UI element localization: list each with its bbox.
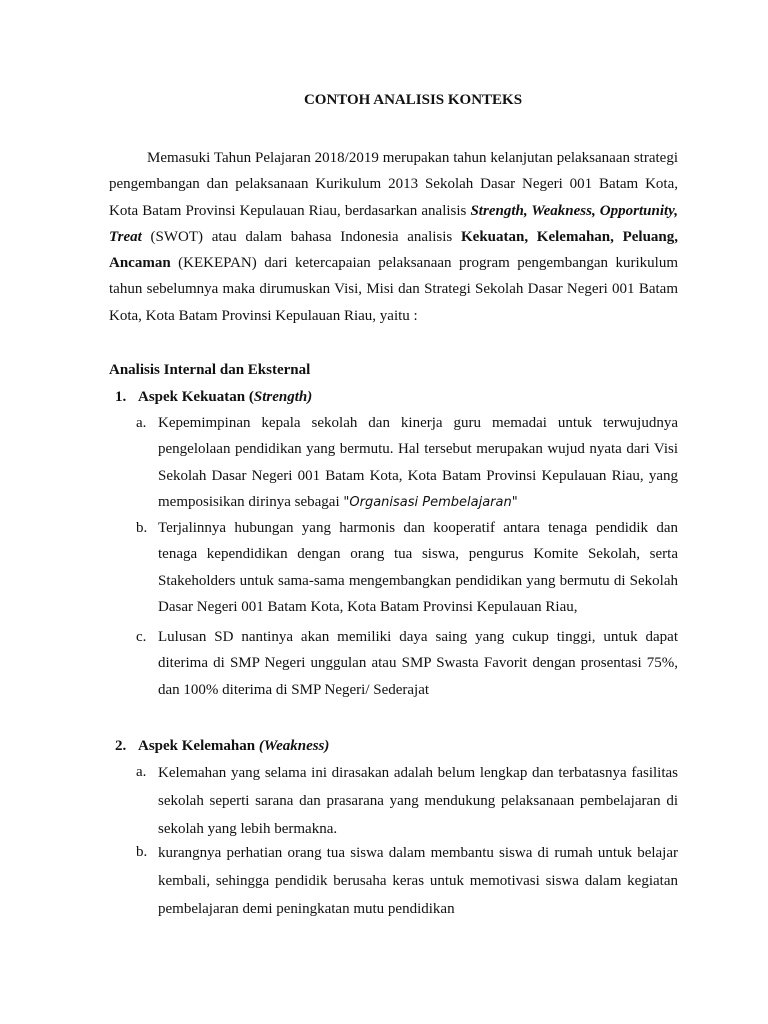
intro-paragraph: [109, 145, 678, 329]
aspect-english-term: Strength): [253, 389, 313, 405]
aspect-label: Aspek Kekuatan (: [138, 389, 254, 405]
swot-terms: Strength, Weakness, Opportunity, Treat: [109, 202, 678, 245]
list-item-letter: a.: [136, 415, 147, 431]
list-item-text: [158, 410, 678, 516]
list-item-letter: b.: [136, 844, 148, 860]
section-heading: Analisis Internal dan Eksternal: [109, 362, 311, 378]
aspect-weakness-title: [115, 734, 329, 758]
aspect-number: 2.: [115, 738, 127, 754]
list-item-body: Kepemimpinan kepala sekolah dan kinerja guru memadai untuk terwujudnya pengelolaan pendidikan yang bermutu. Hal tersebut merupakan wujud nyata dari Visi Sekolah Dasar Negeri 001 Batam Kota, Kota Batam Provinsi Kepulauan Riau, yang memposisikan dirinya sebagai: [158, 415, 678, 510]
quoted-term: "Organisasi Pembelajaran": [343, 494, 518, 510]
list-item-text: Lulusan SD nantinya akan memiliki daya saing yang cukup tinggi, untuk dapat diterima di SMP Negeri unggulan atau SMP Swasta Favorit dengan prosentasi 75%, dan 100% diterima di SMP Negeri/ Sederajat: [158, 629, 678, 698]
list-item-text: Terjalinnya hubungan yang harmonis dan kooperatif antara tenaga pendidik dan tenaga kependidikan dengan orang tua siswa, pengurus Komite Sekolah, serta Stakeholders untuk sama-sama mengembangkan pendidikan yang bermutu di Sekolah Dasar Negeri 001 Batam Kota, Kota Batam Provinsi Kepulauan Riau,: [158, 520, 678, 615]
aspect-english-term: (Weakness): [258, 738, 330, 754]
kekepan-terms: Kekuatan, Kelemahan, Peluang, Ancaman: [109, 228, 679, 272]
intro-text-3: (KEKEPAN) dari ketercapaian pelaksanaan program pengembangan kurikulum tahun sebelumnya maka dirumuskan Visi, Misi dan Strategi Sekolah Dasar Negeri 001 Batam Kota, Kota Batam Provinsi Kepulauan Riau, yaitu :: [109, 255, 678, 324]
document-title: CONTOH ANALISIS KONTEKS: [303, 92, 523, 108]
list-item-letter: b.: [136, 520, 148, 536]
intro-text-2: (SWOT) atau dalam bahasa Indonesia analisis: [150, 228, 453, 245]
list-item-letter: a.: [136, 764, 147, 780]
list-item-text: Kelemahan yang selama ini dirasakan adalah belum lengkap dan terbatasnya fasilitas sekolah seperti sarana dan prasarana yang mendukung pelaksanaan pembelajaran di sekolah yang lebih bermakna.: [158, 765, 678, 838]
aspect-number: 1.: [115, 389, 127, 405]
list-item-text: kurangnya perhatian orang tua siswa dalam membantu siswa di rumah untuk belajar kembali, sehingga pendidik berusaha keras untuk memotivasi siswa dalam kegiatan pembelajaran demi peningkatan mutu pendidikan: [158, 845, 678, 918]
aspect-label: Aspek Kelemahan: [138, 738, 259, 754]
intro-text-1: Memasuki Tahun Pelajaran 2018/2019 merupakan tahun kelanjutan pelaksanaan strategi pengembangan dan pelaksanaan Kurikulum 2013 Sekolah Dasar Negeri 001 Batam Kota, Kota Batam Provinsi Kepulauan Riau, berdasarkan analisis: [109, 150, 678, 219]
list-item-letter: c.: [136, 629, 147, 645]
aspect-strength-title: [115, 385, 312, 409]
